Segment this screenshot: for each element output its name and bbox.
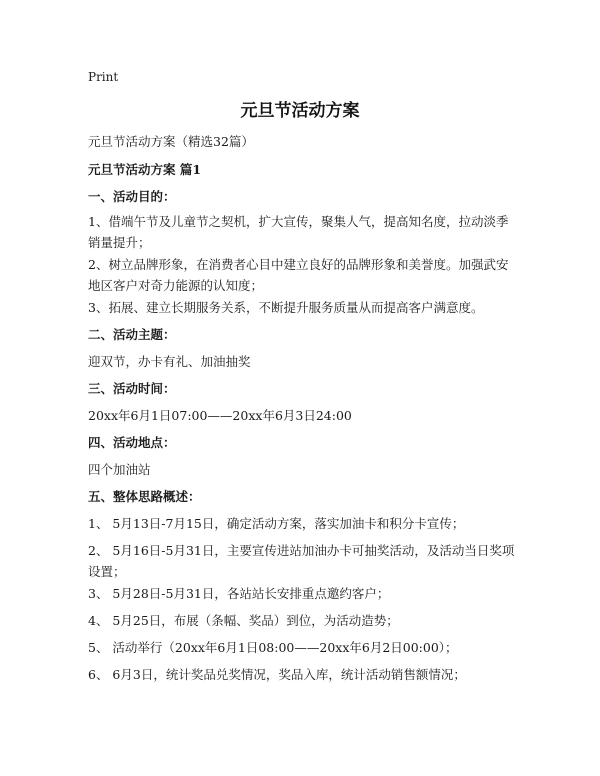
step-item-5: 5、 活动举行（20xx年6月1日08:00——20xx年6月2日00:00）； [88, 640, 458, 655]
section-title: 元旦节活动方案 篇1 [88, 162, 202, 177]
theme-text: 迎双节，办卡有礼、加油抽奖 [88, 354, 251, 369]
goal-item-2: 2、树立品牌形象，在消费者心目中建立良好的品牌形象和美誉度。加强武安地区客户对奇力能源的认知度； [88, 257, 509, 293]
print-label[interactable]: Print [88, 70, 119, 84]
place-text: 四个加油站 [88, 462, 151, 477]
subtitle: 元旦节活动方案（精选32篇） [88, 134, 254, 149]
heading-time: 三、活动时间： [88, 381, 176, 396]
heading-overview: 五、整体思路概述： [88, 489, 201, 504]
heading-place: 四、活动地点： [88, 435, 176, 450]
step-item-3: 3、 5月28日-5月31日，各站站长安排重点邀约客户； [88, 586, 390, 601]
step-item-2: 2、 5月16日-5月31日，主要宣传进站加油办卡可抽奖活动，及活动当日奖项设置； [88, 543, 515, 579]
step-item-6: 6、 6月3日，统计奖品兑奖情况，奖品入库，统计活动销售额情况； [88, 667, 466, 682]
document-title: 元旦节活动方案 [240, 101, 360, 121]
heading-theme: 二、活动主题： [88, 327, 176, 342]
goal-item-1: 1、借端午节及儿童节之契机，扩大宣传，聚集人气，提高知名度，拉动淡季销量提升； [88, 214, 509, 250]
heading-goal: 一、活动目的： [88, 189, 176, 204]
step-item-1: 1、 5月13日-7月15日，确定活动方案，落实加油卡和积分卡宣传； [88, 516, 465, 531]
goal-item-3: 3、拓展、建立长期服务关系，不断提升服务质量从而提高客户满意度。 [88, 300, 484, 315]
time-text: 20xx年6月1日07:00——20xx年6月3日24:00 [88, 408, 352, 423]
step-item-4: 4、 5月25日，布展（条幅、奖品）到位，为活动造势； [88, 613, 399, 628]
